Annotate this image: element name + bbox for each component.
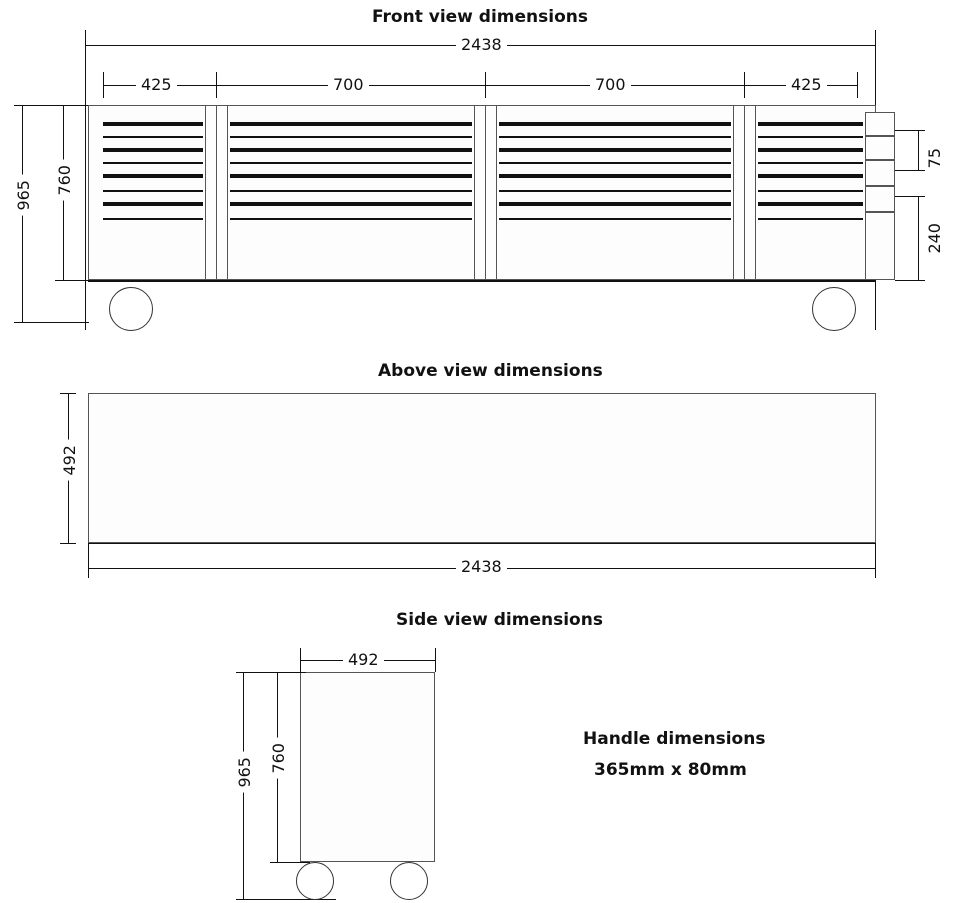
- front-cabinet-divider-1: [216, 105, 217, 280]
- front-overall-width-label: 2438: [456, 35, 507, 54]
- front-drawer-slat: [499, 122, 731, 126]
- front-drawer-slat: [103, 122, 203, 126]
- front-right-detail-4: [865, 186, 895, 212]
- front-drawer-slat: [103, 218, 203, 220]
- front-cabinet-divider-3: [744, 105, 745, 280]
- side-caster-wheel-right: [390, 862, 428, 900]
- front-right-detail-1: [865, 112, 895, 136]
- front-seg-tick-4: [744, 72, 745, 98]
- above-ext-left: [88, 543, 89, 578]
- above-front-edge: [88, 543, 876, 544]
- front-right-detail-3: [865, 160, 895, 186]
- front-drawer-slat: [499, 162, 731, 164]
- front-cabinet-divider-2: [485, 105, 486, 280]
- front-drawer-slat: [758, 162, 863, 164]
- above-492-tick-top: [60, 393, 76, 394]
- front-75-tick-top: [895, 130, 925, 131]
- side-492-tick-left: [300, 648, 301, 672]
- front-drawer-slat: [103, 162, 203, 164]
- front-drawer-slat: [230, 162, 472, 164]
- front-drawer-slat: [103, 174, 203, 178]
- above-depth-label: 492: [60, 440, 79, 481]
- side-overall-height-label: 965: [235, 752, 254, 793]
- front-drawer-slat: [758, 202, 863, 206]
- front-seg-tick-3: [485, 72, 486, 98]
- side-ext-body-bottom: [270, 862, 310, 863]
- front-drawer-slat: [758, 190, 863, 192]
- above-492-tick-bottom: [60, 543, 76, 544]
- front-cabinet-body: [88, 105, 876, 280]
- front-caster-wheel-left: [109, 287, 153, 331]
- front-seg-tick-5: [857, 72, 858, 98]
- front-75-dimline: [918, 130, 919, 170]
- front-240-dimline: [918, 196, 919, 280]
- front-cabinet-divider-4b: [496, 105, 497, 280]
- above-view-title: Above view dimensions: [378, 361, 603, 381]
- front-cabinet-divider-6b: [755, 105, 756, 280]
- side-492-tick-right: [435, 648, 436, 672]
- front-body-height-label: 760: [55, 160, 74, 201]
- front-drawer-slat: [230, 218, 472, 220]
- front-segment-label-2: 700: [328, 75, 369, 94]
- front-seg-tick-1: [103, 72, 104, 98]
- front-drawer-slat: [230, 174, 472, 178]
- front-drawer-slat: [758, 136, 863, 138]
- side-depth-label: 492: [343, 650, 384, 669]
- front-240-tick-top: [895, 196, 925, 197]
- front-240-tick-bottom: [895, 280, 925, 281]
- front-segment-label-4: 425: [786, 75, 827, 94]
- front-right-detail-2: [865, 136, 895, 160]
- front-view-title: Front view dimensions: [372, 7, 588, 27]
- side-ext-ground: [236, 899, 336, 900]
- front-drawer-slat: [230, 190, 472, 192]
- side-cabinet-body: [300, 672, 435, 862]
- front-cabinet-divider-3b: [474, 105, 475, 280]
- front-drawer-slat: [103, 148, 203, 152]
- front-segment-label-1: 425: [136, 75, 177, 94]
- front-caster-wheel-right: [812, 287, 856, 331]
- front-drawer-slat: [758, 148, 863, 152]
- front-drawer-slat: [499, 136, 731, 138]
- front-drawer-slat: [499, 202, 731, 206]
- front-drawer-slat: [499, 174, 731, 178]
- front-75-tick-bottom: [895, 170, 925, 171]
- front-drawer-slat: [230, 136, 472, 138]
- front-drawer-slat: [499, 148, 731, 152]
- front-segment-label-3: 700: [590, 75, 631, 94]
- side-view-title: Side view dimensions: [396, 610, 603, 630]
- above-ext-right: [875, 543, 876, 578]
- front-drawer-slat: [103, 202, 203, 206]
- side-caster-wheel-left: [296, 862, 334, 900]
- front-ext-line-left: [85, 30, 86, 330]
- front-seg-tick-2: [216, 72, 217, 98]
- front-drawer-slat: [758, 174, 863, 178]
- front-ext-top-left: [14, 105, 89, 106]
- front-drawer-slat: [230, 148, 472, 152]
- side-body-height-label: 760: [269, 738, 288, 779]
- front-drawer-slat: [103, 136, 203, 138]
- handle-dimensions-value: 365mm x 80mm: [594, 760, 747, 780]
- front-cabinet-divider-2b: [227, 105, 228, 280]
- front-drawer-slat: [230, 122, 472, 126]
- handle-dimensions-title: Handle dimensions: [583, 729, 766, 749]
- front-drawer-slat: [499, 190, 731, 192]
- front-240-label: 240: [925, 218, 944, 259]
- front-cabinet-divider-1b: [205, 105, 206, 280]
- front-cabinet-divider-5b: [733, 105, 734, 280]
- front-drawer-slat: [499, 218, 731, 220]
- front-ext-bottom-left: [14, 322, 89, 323]
- above-top-surface: [88, 393, 876, 543]
- front-overall-height-label: 965: [14, 175, 33, 216]
- front-drawer-slat: [103, 190, 203, 192]
- front-drawer-slat: [758, 122, 863, 126]
- front-right-detail-5: [865, 212, 895, 280]
- above-width-label: 2438: [456, 557, 507, 576]
- front-base-rail: [88, 280, 876, 282]
- front-drawer-slat: [758, 218, 863, 220]
- front-75-label: 75: [925, 143, 944, 173]
- side-ext-top: [236, 672, 306, 673]
- front-drawer-slat: [230, 202, 472, 206]
